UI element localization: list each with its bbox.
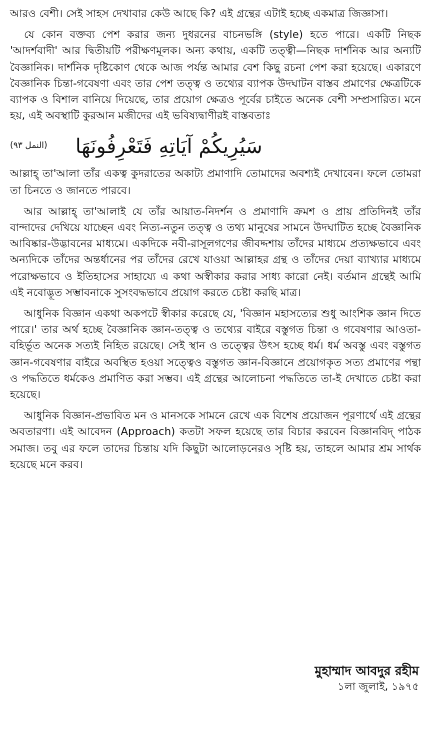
paragraph: আর আল্লাহ্ তা'আলাই যে তাঁর আয়াত-নিদর্শন ও প্রমাণাদি ক্রমশ ও প্রায় প্রতিদিনই তাঁর বান্দাদের দেখিয়ে যাচ্ছেন এবং নিত্য-নতুন তত্ত্ব ও তথ্য মানুষের সামনে উদঘাটিত হচ্ছে বৈজ্ঞানিক আবিষ্কার-উদ্ভাবনের মাধ্যমে। একদিকে নবী-রাসূলগণের জীবদ্দশায় তাঁদের মাধ্যমে প্রত্যক্ষভাবে এবং অন্যদিকে তাঁদের অন্তর্ধানের পর তাঁদের রেখে যাওয়া আল্লাহর গ্রন্থ ও তাঁদের দেয়া ব্যাখ্যার মাধ্যমে পরোক্ষভাবে ও ইতিহাসের সাহায্যে এ কথা অস্বীকার করার সাধ্য কারো নেই। বর্তমান গ্রন্থেই আমি এই নবোদ্ভূত সম্ভাবনাকে সুসংবদ্ধভাবে প্রয়োগ করতে চেষ্টা করছি মাত্র। — [10, 205, 421, 299]
signature-date: ১লা জুলাই, ১৯৭৫ — [337, 681, 419, 693]
signature-block — [315, 662, 419, 696]
paragraph: আধুনিক বিজ্ঞান-প্রভাবিত মন ও মানসকে সামনে রেখে এক বিশেষ প্রয়োজন পূরণার্থে এই গ্রন্থের অবতারণা। এই আবেদন (Approach) কতটা সফল হয়েছে তার বিচার করবেন বিজ্ঞানবিদ্ পাঠক সমাজ। তবু এর ফলে তাদের চিন্তায় যদি কিছুটা আলোড়নেরও সৃষ্টি হয়, তাহলে আমার শ্রম সার্থক হয়েছে মনে করব। — [10, 410, 421, 471]
quran-verse — [10, 126, 421, 166]
arabic-verse: سَيُرِيكُمْ آيَاتِهِ فَتَعْرِفُونَهَا — [75, 134, 263, 159]
verse-reference: (النمل ٩٣) — [10, 141, 48, 152]
paragraph: আরও বেশী। সেই সাহস দেখাবার কেউ আছে কি? এই গ্রন্থের এটাই হচ্ছে একমাত্র জিজ্ঞাসা। — [10, 8, 389, 20]
author-name: মুহাম্মাদ আবদুর রহীম — [314, 663, 419, 678]
paragraph: যে কোন বক্তব্য পেশ করার জন্য দুধরনের বাচনভঙ্গি (style) হতে পারে। একটি নিছক 'আদর্শবাদী' আর দ্বিতীয়টি পরীক্ষণমূলক। অন্য কথায়, একটি তত্ত্বী—নিছক দার্শনিক আর অন্যটি বৈজ্ঞানিক। দার্শনিক দৃষ্টিকোণ থেকে আজ পর্যন্ত আমার বেশ কিছু রচনা পেশ করা হয়েছে। একারণে বৈজ্ঞানিক চিন্তা-গবেষণা এবং তার পেশ তত্ত্ব ও তথ্যের ব্যাপক উদঘাটন বাস্তব প্রমাণের ক্ষেত্রটিকে ব্যাপক ও বিশাল বানিয়ে দিয়েছে, তার প্রয়োগ ক্ষেত্রও পূর্বের চাইতে অনেক বেশী সম্প্রসারিত। মনে হয়, এই অবস্থাটি কুরআন মজীদের এই ভবিষ্যদ্বাণীরই বাস্তবতাঃ — [10, 29, 421, 123]
paragraph: আল্লাহ্ তা'আলা তাঁর একত্ব কুদরাতের অকাট্য প্রমাণাদি তোমাদের অবশ্যই দেখাবেন। ফলে তোমরা তা চিনতে ও জানতে পারবে। — [10, 168, 421, 197]
paragraph: আধুনিক বিজ্ঞান একথা অকপটে স্বীকার করেছে যে, 'বিজ্ঞান মহাসত্যের শুধু আংশিক জ্ঞান দিতে পারে।' তার অর্থ হচ্ছে বৈজ্ঞানিক জ্ঞান-তত্ত্ব ও তথ্যের বাইরে বস্তুগত চিন্তা ও গবেষণার আওতা-বহির্ভূত অনেক সত্যই নিহিত রয়েছে। সেই স্থান ও তত্ত্বের উৎস হচ্ছে ধর্ম। ধর্ম অবস্তু এবং বস্তুগত জ্ঞান-গবেষণার বাইরে অবস্থিত হওয়া সত্ত্বেও বস্তুগত জ্ঞান-বিজ্ঞানে প্রয়োগকৃত সত্য প্রমাণের পন্থা ও পদ্ধতিতে ধর্মকেও প্রমাণিত করা সম্ভব। এই গ্রন্থের আলোচনা পদ্ধতিতে তা-ই দেখাতে চেষ্টা করা হয়েছে। — [10, 308, 421, 402]
